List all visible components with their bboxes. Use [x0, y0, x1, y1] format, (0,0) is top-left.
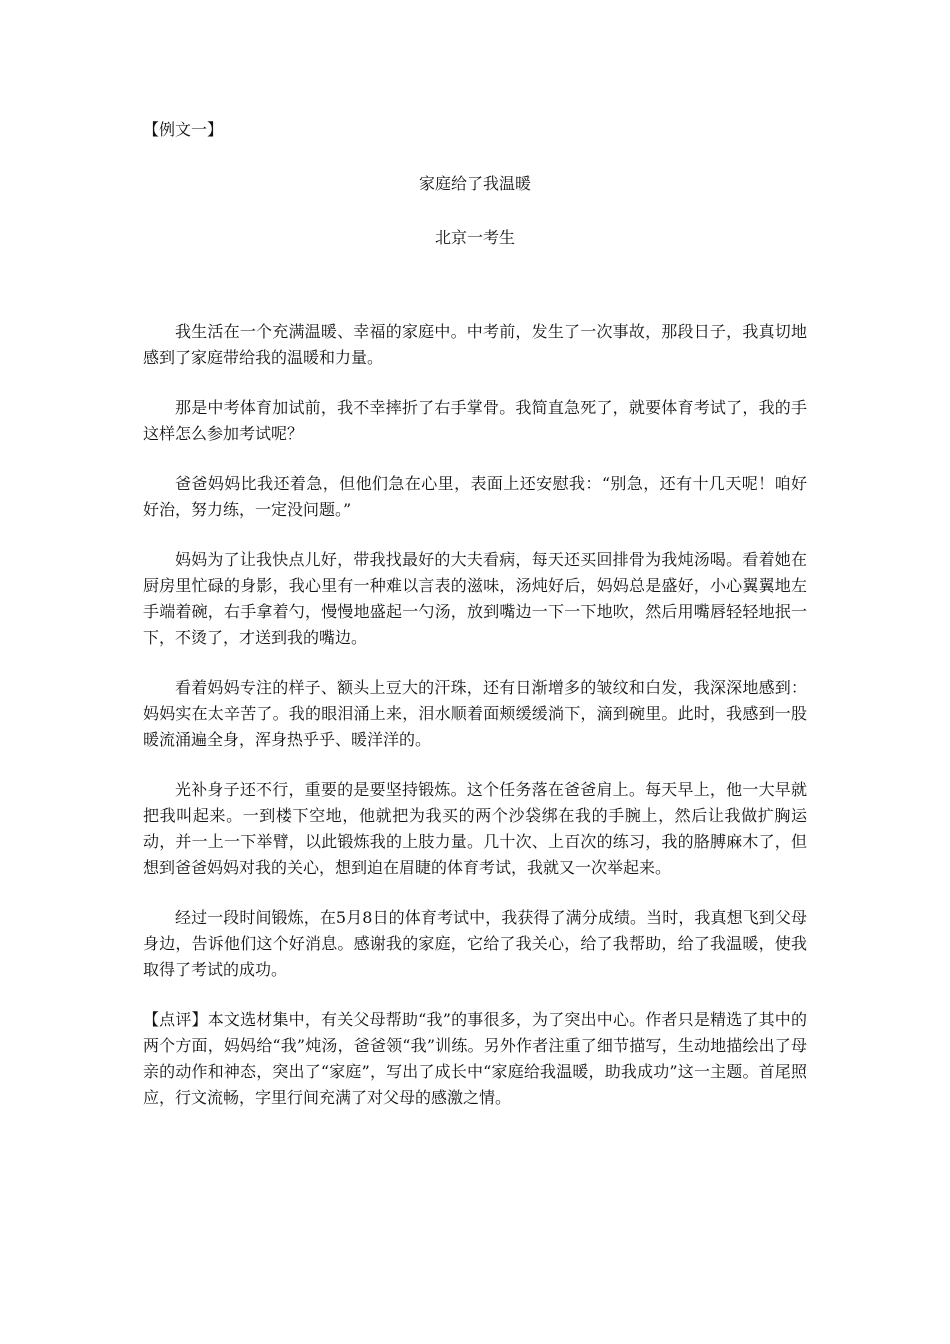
- paragraph: 经过一段时间锻炼，在5月8日的体育考试中，我获得了满分成绩。当时，我真想飞到父母身边，告诉他们这个好消息。感谢我的家庭，它给了我关心，给了我帮助，给了我温暖，使我取得了考试的成功。: [143, 908, 807, 979]
- comment-paragraph: 【点评】本文选材集中，有关父母帮助“我”的事很多，为了突出中心。作者只是精选了其中的两个方面，妈妈给“我”炖汤，爸爸领“我”训练。另外作者注重了细节描写，生动地描绘出了母亲的动作和神态，突出了“家庭”，写出了成长中“家庭给我温暖，助我成功”这一主题。首尾照应，行文流畅，字里行间充满了对父母的感激之情。: [143, 1010, 807, 1107]
- essay-title: 家庭给了我温暖: [418, 174, 531, 193]
- paragraph: 爸爸妈妈比我还着急，但他们急在心里，表面上还安慰我：“别急，还有十几天呢！咱好好治，努力练，一定没问题。”: [143, 474, 807, 519]
- paragraph: 那是中考体育加试前，我不幸摔折了右手掌骨。我简直急死了，就要体育考试了，我的手这样怎么参加考试呢？: [143, 398, 807, 443]
- paragraph: 妈妈为了让我快点儿好，带我找最好的大夫看病，每天还买回排骨为我炖汤喝。看着她在厨房里忙碌的身影，我心里有一种难以言表的滋味，汤炖好后，妈妈总是盛好，小心翼翼地左手端着碗，右手拿着勺，慢慢地盛起一勺汤，放到嘴边一下一下地吹，然后用嘴唇轻轻地抿一下，不烫了，才送到我的嘴边。: [143, 550, 807, 647]
- essay-body: [143, 319, 807, 1111]
- paragraph: 我生活在一个充满温暖、幸福的家庭中。中考前，发生了一次事故，那段日子，我真切地感到了家庭带给我的温暖和力量。: [143, 322, 807, 367]
- essay-author: 北京一考生: [434, 228, 515, 247]
- paragraph: 光补身子还不行，重要的是要坚持锻炼。这个任务落在爸爸肩上。每天早上，他一大早就把我叫起来。一到楼下空地，他就把为我买的两个沙袋绑在我的手腕上，然后让我做扩胸运动，并一上一下举臂，以此锻炼我的上肢力量。几十次、上百次的练习，我的胳膊麻木了，但想到爸爸妈妈对我的关心，想到迫在眉睫的体育考试，我就又一次举起来。: [143, 780, 807, 877]
- paragraph: 看着妈妈专注的样子、额头上豆大的汗珠，还有日渐增多的皱纹和白发，我深深地感到：妈妈实在太辛苦了。我的眼泪涌上来，泪水顺着面颊缓缓淌下，滴到碗里。此时，我感到一股暖流涌遍全身，浑身热乎乎、暖洋洋的。: [143, 678, 807, 749]
- example-label: 【例文一】: [143, 120, 224, 139]
